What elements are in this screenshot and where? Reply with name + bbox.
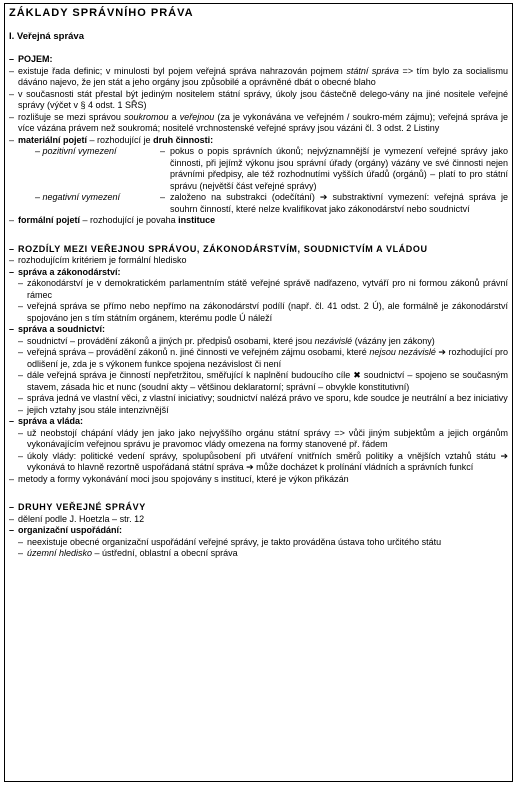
vlada-bullet-1: – už neobstojí chápání vlády jen jako jako nejvyššího orgánu státní správy => vůči jiným subjektům a jejich orgánům vykonávajícím veřejnou správu je pravomoc vlády omezena na formy stanovené př. řádem xyxy=(18,427,508,449)
document-title: ZÁKLADY SPRÁVNÍHO PRÁVA xyxy=(9,7,194,19)
vlada-bullet-2: – úkoly vlády: politické vedení správy, spolupůsobení při utváření vnitřních směrů politiky a vnějších vztahů státu ➔ vykonává to hlavně rezortně uspořádaná státní správa ➔ může docházet k prolínání vládních a správních funkcí xyxy=(18,450,508,472)
negativni-vymezeni: – negativní vymezení – založeno na substrakci (odečítání) ➔ substraktivní vymezení: veřejná správa je souhrn činností, které nelze kvalifikovat jako zákonodárství nebo soudnictví xyxy=(35,192,508,214)
pozitivni-vymezeni: – pozitivní vymezení – pokus o popis správních úkonů; nejvýznamnější je vymezení veřejné správy jako činnosti, při jejímž výkonu jsou správní úřady (orgány) vázány ve své činnosti nejen právními předpisy, ale též rozhodnutími vyšších úřadů (orgánů) – platí to pro státní správu (největší část veřejné správy) xyxy=(35,146,508,191)
organizacni-usporadani-heading: – organizační uspořádání: xyxy=(9,525,123,535)
rozdily-heading: – ROZDÍLY MEZI VEŘEJNOU SPRÁVOU, ZÁKONODÁRSTVÍM, SOUDNICTVÍM A VLÁDOU xyxy=(9,243,428,254)
materialni-pojeti: – materiální pojetí – rozhodující je druh činnosti: xyxy=(9,134,214,145)
sprava-a-zakonodarstvi-heading: – správa a zákonodárství: xyxy=(9,266,121,277)
zakonodarstvi-bullet-2: – veřejná správa se přímo nebo nepřímo na zákonodárství podílí (např. čl. 41 odst. 2 Ú), ale formálně je zákonodárství spojováno jen s tím státním orgánem, kterému podle Ú náleží xyxy=(18,301,508,323)
pojem-bullet-1: – existuje řada definic; v minulosti byl pojem veřejná správa nahrazován pojmem státní správa => tím bylo za socialismu dáváno najevo, že jen stát a jeho orgány jsou způsobilé a oprávněné dbát o obecné blaho xyxy=(9,65,509,87)
soudnictvi-bullet-5: – jejich vztahy jsou stále intenzivnější xyxy=(18,404,169,415)
soudnictvi-bullet-4: – správa jedná ve vlastní věci, z vlastní iniciativy; soudnictví nalézá právo ve sporu, kde soudce je neutrální a bez iniciativy xyxy=(18,393,508,403)
document-page xyxy=(4,3,513,782)
sprava-a-vlada-heading: – správa a vláda: xyxy=(9,416,84,426)
soudnictvi-bullet-3: – dále veřejná správa je činností nepřetržitou, směřující k naplnění budoucího cíle ✖ soudnictví – spojeno se současným stavem, zásada hic et nunc (soudní akty – většinou deklaratorní; správní – obvykle konstitutivní) xyxy=(18,370,508,392)
organizace-bullet-1: – neexistuje obecné organizační uspořádání veřejné správy, je takto prováděna ústava toho určitého státu xyxy=(18,536,442,547)
pojem-bullet-3: – rozlišuje se mezi správou soukromou a veřejnou (za je vykonávána ve veřejném / soukro-mém zájmu); veřejná správa je více vázána právem než soukromá; nositelé vrchnostenské veřejné správy jsou vázáni čl. 3 odst. 2 Listiny xyxy=(9,111,508,133)
rozdily-bullet-1: – rozhodujícím kritériem je formální hledisko xyxy=(9,255,187,265)
rozdily-bullet-last: – metody a formy vykonávání moci jsou spojovány s institucí, které je výkon přikázán xyxy=(9,473,349,484)
druhy-bullet-1: – dělení podle J. Hoetzla – str. 12 xyxy=(9,513,145,524)
sprava-a-soudnictvi-heading: – správa a soudnictví: xyxy=(9,324,106,334)
organizace-bullet-2: – územní hledisko – ústřední, oblastní a obecní správa xyxy=(18,548,238,558)
section-heading-verejna-sprava: I. Veřejná správa xyxy=(9,31,84,42)
formalni-pojeti: – formální pojetí – rozhodující je povaha instituce xyxy=(9,215,216,225)
druhy-heading: – DRUHY VEŘEJNÉ SPRÁVY xyxy=(9,502,146,512)
zakonodarstvi-bullet-1: – zákonodárství je v demokratickém parlamentním státě veřejné správě nadřazeno, vytváří pro ni formou zákonů právní rámec xyxy=(18,278,508,300)
soudnictvi-bullet-1: – soudnictví – provádění zákonů a jiných pr. předpisů osobami, které jsou nezávislé (vázány jen zákony) xyxy=(18,335,435,346)
soudnictvi-bullet-2: – veřejná správa – provádění zákonů n. jiné činnosti ve veřejném zájmu osobami, které nejsou nezávislé ➔ rozhodující pro odlišení je, zda je s výkonem funkce spojena nezávislost či není xyxy=(18,347,508,369)
pojem-heading: – POJEM: xyxy=(9,54,53,64)
pojem-bullet-2: – v současnosti stát přestal být jediným nositelem státní správy, úkoly jsou částečně delego-vány na jiné nositele veřejné správy (výčet v § 4 odst. 1 SŘS) xyxy=(9,88,508,110)
